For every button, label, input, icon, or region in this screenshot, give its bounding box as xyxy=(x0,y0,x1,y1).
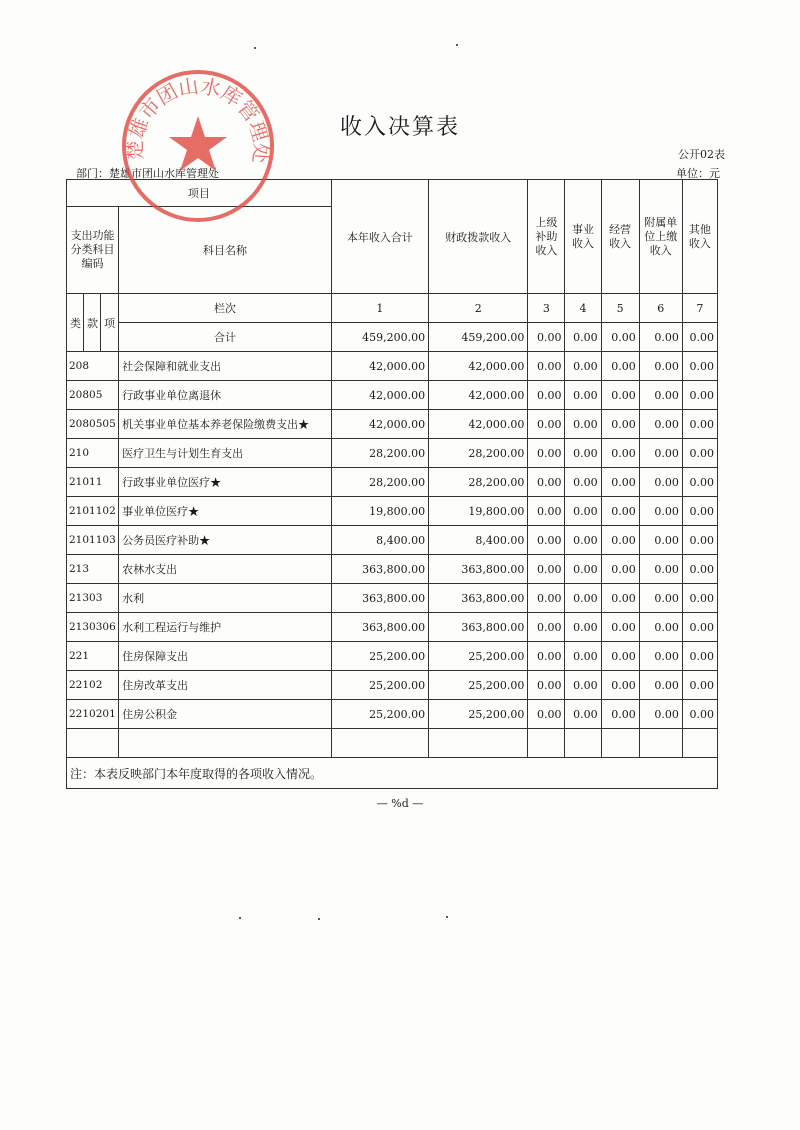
amount-cell: 0.00 xyxy=(639,439,682,468)
col-business-header: 事业收入 xyxy=(565,180,601,294)
total-value: 0.00 xyxy=(601,323,639,352)
col-total-header: 本年收入合计 xyxy=(331,180,428,294)
total-value: 0.00 xyxy=(639,323,682,352)
amount-cell: 0.00 xyxy=(682,642,717,671)
official-seal xyxy=(118,66,278,226)
amount-cell: 0.00 xyxy=(601,700,639,729)
subject-code: 2210201 xyxy=(67,700,119,729)
amount-cell: 0.00 xyxy=(639,671,682,700)
total-value: 0.00 xyxy=(565,323,601,352)
amount-cell: 0.00 xyxy=(639,613,682,642)
amount-cell: 0.00 xyxy=(639,497,682,526)
subject-code: 22102 xyxy=(67,671,119,700)
amount-cell: 0.00 xyxy=(528,555,565,584)
scan-speck xyxy=(239,917,241,919)
amount-cell: 0.00 xyxy=(639,352,682,381)
amount-cell: 0.00 xyxy=(565,613,601,642)
table-row xyxy=(67,671,718,700)
amount-cell: 0.00 xyxy=(682,497,717,526)
subject-name: 事业单位医疗★ xyxy=(119,497,332,526)
amount-cell: 0.00 xyxy=(682,468,717,497)
amount-cell: 0.00 xyxy=(565,468,601,497)
amount-cell: 0.00 xyxy=(528,700,565,729)
empty-cell xyxy=(565,729,601,758)
table-row xyxy=(67,352,718,381)
empty-row xyxy=(67,729,718,758)
note-row xyxy=(67,758,718,789)
amount-cell: 0.00 xyxy=(639,700,682,729)
amount-cell: 0.00 xyxy=(601,468,639,497)
subject-name-header: 科目名称 xyxy=(119,207,332,294)
amount-cell: 0.00 xyxy=(565,555,601,584)
subject-code: 21011 xyxy=(67,468,119,497)
amount-cell: 0.00 xyxy=(682,381,717,410)
amount-cell: 42,000.00 xyxy=(331,410,428,439)
amount-cell: 363,800.00 xyxy=(331,613,428,642)
empty-cell xyxy=(119,729,332,758)
amount-cell: 19,800.00 xyxy=(429,497,528,526)
amount-cell: 0.00 xyxy=(601,526,639,555)
col-number: 2 xyxy=(429,294,528,323)
amount-cell: 0.00 xyxy=(601,555,639,584)
subject-name: 水利 xyxy=(119,584,332,613)
amount-cell: 0.00 xyxy=(601,381,639,410)
amount-cell: 0.00 xyxy=(528,613,565,642)
table-row xyxy=(67,613,718,642)
amount-cell: 363,800.00 xyxy=(331,584,428,613)
table-row xyxy=(67,555,718,584)
xiang-header: 项 xyxy=(101,294,119,352)
subject-code: 2080505 xyxy=(67,410,119,439)
amount-cell: 0.00 xyxy=(565,642,601,671)
amount-cell: 0.00 xyxy=(528,381,565,410)
subject-code: 20805 xyxy=(67,381,119,410)
income-table xyxy=(66,179,718,789)
amount-cell: 28,200.00 xyxy=(429,468,528,497)
subject-code: 221 xyxy=(67,642,119,671)
amount-cell: 0.00 xyxy=(682,584,717,613)
amount-cell: 25,200.00 xyxy=(429,700,528,729)
table-row xyxy=(67,700,718,729)
table-row xyxy=(67,439,718,468)
col-other-header: 其他收入 xyxy=(682,180,717,294)
amount-cell: 0.00 xyxy=(639,410,682,439)
amount-cell: 0.00 xyxy=(528,671,565,700)
amount-cell: 0.00 xyxy=(528,439,565,468)
table-row xyxy=(67,468,718,497)
subject-name: 机关事业单位基本养老保险缴费支出★ xyxy=(119,410,332,439)
amount-cell: 0.00 xyxy=(682,555,717,584)
empty-cell xyxy=(429,729,528,758)
amount-cell: 0.00 xyxy=(601,410,639,439)
amount-cell: 0.00 xyxy=(565,439,601,468)
amount-cell: 0.00 xyxy=(682,700,717,729)
empty-cell xyxy=(331,729,428,758)
table-row xyxy=(67,497,718,526)
amount-cell: 0.00 xyxy=(528,584,565,613)
subject-code: 21303 xyxy=(67,584,119,613)
table-note: 注：本表反映部门本年度取得的各项收入情况。 xyxy=(67,758,718,789)
amount-cell: 42,000.00 xyxy=(429,410,528,439)
col-number: 5 xyxy=(601,294,639,323)
amount-cell: 25,200.00 xyxy=(331,700,428,729)
amount-cell: 0.00 xyxy=(682,613,717,642)
amount-cell: 42,000.00 xyxy=(429,352,528,381)
amount-cell: 0.00 xyxy=(639,555,682,584)
amount-cell: 0.00 xyxy=(639,468,682,497)
empty-cell xyxy=(682,729,717,758)
amount-cell: 0.00 xyxy=(601,352,639,381)
amount-cell: 0.00 xyxy=(682,439,717,468)
col-superior-header: 上级补助收入 xyxy=(528,180,565,294)
amount-cell: 0.00 xyxy=(565,671,601,700)
lei-header: 类 xyxy=(67,294,84,352)
kuan-header: 款 xyxy=(84,294,101,352)
subject-name: 医疗卫生与计划生育支出 xyxy=(119,439,332,468)
amount-cell: 0.00 xyxy=(639,381,682,410)
amount-cell: 0.00 xyxy=(565,700,601,729)
subject-name: 行政事业单位医疗★ xyxy=(119,468,332,497)
amount-cell: 363,800.00 xyxy=(429,555,528,584)
subject-name: 住房公积金 xyxy=(119,700,332,729)
amount-cell: 0.00 xyxy=(565,584,601,613)
unit-label: 单位：元 xyxy=(676,167,720,180)
total-value: 459,200.00 xyxy=(331,323,428,352)
column-seq-label: 栏次 xyxy=(119,294,332,323)
total-value: 0.00 xyxy=(528,323,565,352)
amount-cell: 0.00 xyxy=(682,671,717,700)
table-row xyxy=(67,642,718,671)
subject-code: 2101103 xyxy=(67,526,119,555)
amount-cell: 363,800.00 xyxy=(429,584,528,613)
col-number: 7 xyxy=(682,294,717,323)
scan-speck xyxy=(254,47,256,49)
amount-cell: 28,200.00 xyxy=(331,439,428,468)
star-icon xyxy=(169,116,227,171)
amount-cell: 42,000.00 xyxy=(331,352,428,381)
empty-cell xyxy=(601,729,639,758)
amount-cell: 0.00 xyxy=(565,352,601,381)
subject-code: 2130306 xyxy=(67,613,119,642)
amount-cell: 0.00 xyxy=(601,613,639,642)
amount-cell: 8,400.00 xyxy=(331,526,428,555)
amount-cell: 0.00 xyxy=(565,497,601,526)
table-row xyxy=(67,381,718,410)
amount-cell: 0.00 xyxy=(528,642,565,671)
amount-cell: 28,200.00 xyxy=(429,439,528,468)
seal-text: 楚雄市团山水库管理处 xyxy=(122,73,274,164)
total-row xyxy=(67,323,718,352)
amount-cell: 25,200.00 xyxy=(331,642,428,671)
subject-code: 208 xyxy=(67,352,119,381)
amount-cell: 363,800.00 xyxy=(331,555,428,584)
total-label: 合计 xyxy=(119,323,332,352)
amount-cell: 19,800.00 xyxy=(331,497,428,526)
amount-cell: 0.00 xyxy=(682,352,717,381)
amount-cell: 28,200.00 xyxy=(331,468,428,497)
amount-cell: 25,200.00 xyxy=(331,671,428,700)
amount-cell: 0.00 xyxy=(528,410,565,439)
amount-cell: 0.00 xyxy=(639,584,682,613)
amount-cell: 363,800.00 xyxy=(429,613,528,642)
col-number: 1 xyxy=(331,294,428,323)
amount-cell: 0.00 xyxy=(601,642,639,671)
scan-speck xyxy=(446,916,448,918)
form-code: 公开02表 xyxy=(678,148,725,161)
subject-name: 农林水支出 xyxy=(119,555,332,584)
amount-cell: 0.00 xyxy=(682,410,717,439)
amount-cell: 0.00 xyxy=(565,526,601,555)
empty-cell xyxy=(67,729,119,758)
amount-cell: 0.00 xyxy=(601,439,639,468)
amount-cell: 0.00 xyxy=(528,526,565,555)
amount-cell: 8,400.00 xyxy=(429,526,528,555)
col-operating-header: 经营收入 xyxy=(601,180,639,294)
total-value: 459,200.00 xyxy=(429,323,528,352)
department-label: 部门：楚雄市团山水库管理处 xyxy=(76,167,219,180)
subject-name: 水利工程运行与维护 xyxy=(119,613,332,642)
col-number: 6 xyxy=(639,294,682,323)
empty-cell xyxy=(528,729,565,758)
amount-cell: 0.00 xyxy=(682,526,717,555)
subject-name: 公务员医疗补助★ xyxy=(119,526,332,555)
table-row xyxy=(67,584,718,613)
scan-speck xyxy=(456,44,458,46)
total-value: 0.00 xyxy=(682,323,717,352)
amount-cell: 0.00 xyxy=(565,410,601,439)
amount-cell: 0.00 xyxy=(601,497,639,526)
subject-code: 210 xyxy=(67,439,119,468)
amount-cell: 0.00 xyxy=(565,381,601,410)
subject-name: 社会保障和就业支出 xyxy=(119,352,332,381)
col-affiliate-header: 附属单位上缴收入 xyxy=(639,180,682,294)
scan-speck xyxy=(318,918,320,920)
amount-cell: 25,200.00 xyxy=(429,642,528,671)
amount-cell: 0.00 xyxy=(528,468,565,497)
subject-code: 213 xyxy=(67,555,119,584)
page-title: 收入决算表 xyxy=(339,115,460,140)
amount-cell: 42,000.00 xyxy=(331,381,428,410)
amount-cell: 0.00 xyxy=(601,584,639,613)
column-seq-row xyxy=(67,294,718,323)
amount-cell: 0.00 xyxy=(639,642,682,671)
subject-name: 行政事业单位离退休 xyxy=(119,381,332,410)
amount-cell: 42,000.00 xyxy=(429,381,528,410)
empty-cell xyxy=(639,729,682,758)
col-fiscal-header: 财政拨款收入 xyxy=(429,180,528,294)
subject-name: 住房改革支出 xyxy=(119,671,332,700)
amount-cell: 0.00 xyxy=(528,352,565,381)
subject-name: 住房保障支出 xyxy=(119,642,332,671)
amount-cell: 25,200.00 xyxy=(429,671,528,700)
amount-cell: 0.00 xyxy=(639,526,682,555)
item-header: 项目 xyxy=(67,180,332,207)
amount-cell: 0.00 xyxy=(528,497,565,526)
col-number: 3 xyxy=(528,294,565,323)
table-row xyxy=(67,526,718,555)
func-code-header: 支出功能分类科目编码 xyxy=(67,207,119,294)
subject-code: 2101102 xyxy=(67,497,119,526)
page-footer: — %d — xyxy=(376,797,424,810)
table-row xyxy=(67,410,718,439)
col-number: 4 xyxy=(565,294,601,323)
amount-cell: 0.00 xyxy=(601,671,639,700)
